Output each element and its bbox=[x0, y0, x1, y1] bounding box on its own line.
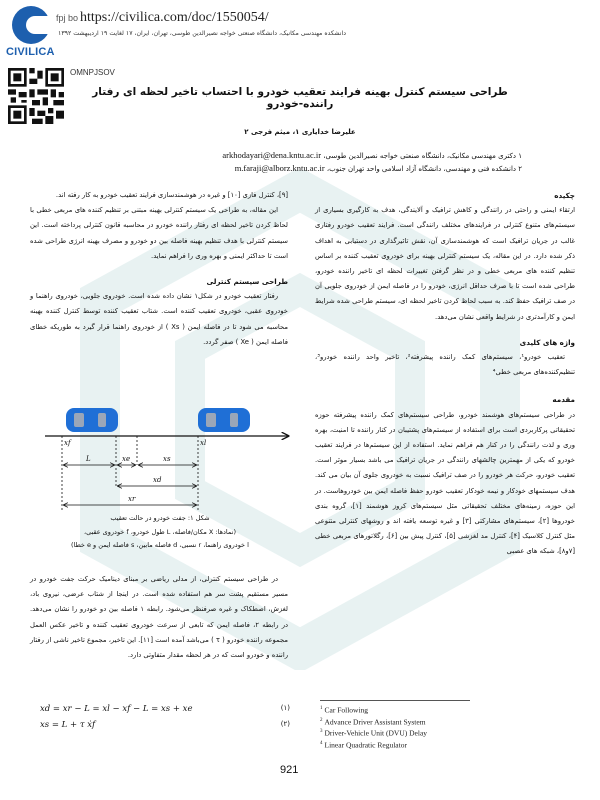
intro-heading: مقدمه bbox=[552, 395, 575, 405]
label-xe: xe bbox=[122, 455, 131, 463]
equation-1-number: (۱) bbox=[280, 704, 290, 712]
equation-2-number: (۲) bbox=[280, 720, 290, 728]
label-xr: xr bbox=[128, 495, 136, 503]
footnote-4: $^4$ Linear Quadratic Regulator bbox=[320, 740, 407, 749]
affiliation-1-text: ۱ دکتری مهندسی مکانیک، دانشگاه صنعتی خواجه نصیرالدین طوسی، bbox=[323, 152, 522, 160]
equation-1-expr: xd = xr − L = xl − xf − L = xs + xe bbox=[40, 704, 193, 714]
footnotes bbox=[320, 700, 500, 750]
url-prefix: fpj bo bbox=[56, 13, 79, 23]
paper-id: OMNPJSOV bbox=[70, 68, 115, 77]
footnote-1: $^1$ Car Following bbox=[320, 705, 369, 715]
label-xl: xl bbox=[200, 439, 207, 447]
authors: علیرضا خدایاری ۱، میثم فرجی ۲ bbox=[244, 128, 356, 136]
qr-code-icon[interactable] bbox=[8, 68, 64, 124]
left-para-1: [۹]، کنترل فازی [۱۰] و غیره در هوشمندسازی فرایند تعقیب خودرو به کار رفته اند. bbox=[55, 191, 288, 199]
design-para: رفتار تعقیب خودرو در شکل۱ نشان داده شده است. خودروی جلویی، خودروی راهنما و خودروی عقبی، خودروی تعقیب کننده است. شتاب تعقیب کننده توسط کنترل کننده بهینه محاسبه می شود تا در فاصله ایمن ( Xs ) از خودروی راهنما قرار گیرد به طوریکه خطای فاصله ایمن ( Xe ) صفر گردد. bbox=[30, 292, 288, 346]
figure-car-following bbox=[40, 405, 290, 510]
label-L: L bbox=[86, 455, 91, 463]
caption-line-3: l خودروی راهنما، r نسبی، d فاصله مابین، s فاصله ایمن و e خطا) bbox=[71, 541, 249, 549]
caption-line-2: (نمادها: X مکان/فاصله، L طول خودرو، f خودروی عقبی، bbox=[83, 527, 237, 536]
left-column-model bbox=[30, 572, 288, 663]
paper-title: طراحی سیستم کنترل بهینه فرایند تعقیب خودرو با احتساب تاخیر لحظه ای رفتار راننده-خودرو bbox=[92, 86, 508, 110]
abstract-heading: چکیده bbox=[554, 191, 575, 200]
url-link[interactable]: https://civilica.com/doc/1550054/ bbox=[80, 10, 269, 25]
logo-text: CIVILICA bbox=[6, 46, 55, 58]
civilica-logo[interactable] bbox=[6, 6, 58, 58]
footnote-2: $^2$ Advance Driver Assistant System bbox=[320, 717, 426, 726]
caption-line-1: شکل ۱: جفت خودرو در حالت تعقیب bbox=[110, 514, 210, 522]
affiliation-1 bbox=[222, 150, 522, 160]
left-para-2: این مقاله، به طراحی یک سیستم کنترلی بهینه مبتنی بر تنظیم کننده های مربعی خطی با لحاظ کردن تاخیر لحظه ای رفتار راننده خودرو در محاسبه قانون کنترلی پرداخته است. این سیستم کنترلی با هدف تنظیم بهینه فاصله بین دو خودرو و مصرف بهینه انرژی طراحی شده است تا حداکثر ایمنی و بهره وری را فراهم نماید. bbox=[30, 206, 288, 260]
label-xd: xd bbox=[153, 476, 162, 484]
keywords-heading: واژه های کلیدی bbox=[519, 337, 575, 347]
leader-car-icon bbox=[198, 408, 250, 432]
equation-1 bbox=[40, 704, 290, 714]
figure-caption bbox=[30, 512, 290, 553]
label-xs: xs bbox=[163, 455, 171, 463]
page-number: 921 bbox=[280, 764, 299, 776]
right-column bbox=[315, 188, 575, 560]
affiliation-2-email[interactable]: m.faraji@alborz.kntu.ac.ir bbox=[234, 163, 325, 173]
label-xf: xf bbox=[64, 439, 71, 447]
equation-2-expr: xs = L + τ ẋf bbox=[40, 720, 96, 730]
follower-car-icon bbox=[66, 408, 118, 432]
design-heading: طراحی سیستم کنترلی bbox=[206, 277, 288, 287]
civilica-c-icon bbox=[12, 6, 50, 44]
footnote-3: $^3$ Driver-Vehicle Unit (DVU) Delay bbox=[320, 728, 428, 738]
affiliation-1-email[interactable]: arkhodayari@dena.kntu.ac.ir bbox=[222, 150, 322, 160]
footnote-rule bbox=[320, 700, 470, 701]
left-column-top bbox=[30, 188, 288, 350]
document-url[interactable] bbox=[56, 10, 269, 26]
abstract-text: ارتقاء ایمنی و راحتی در رانندگی و کاهش ترافیک و آلایندگی، هدف به کارگیری بسیاری از سیستم‌های متنوع کنترلی در فرایندهای مختلف رانندگی است. فرایند تعقیب خودرو رفتاری غالب در جریان ترافیک است که هوشمندسازی آن، نقش تاثیرگذاری در دستیابی به اهداف ذکر شده دارد. در این مقاله، یک سیستم کنترلی بهینه برای خودروی تعقیب کننده بر اساس تنظیم کننده های مربعی خطی و در نظر گرفتن تغییرات لحظه ای تاخیر راننده خودرو، طراحی شده است تا با صرف حداقل انرژی، خودرو را در فاصله ایمن از خودروی جلویی آن در صف ترافیک حفظ کند. به سبب لحاظ کردن تاخیر لحظه ای، سیستم طراحی شده شرایط ایمن و کارآمدتری در شرایط واقعی نشان می‌دهد. bbox=[315, 206, 575, 321]
affiliation-2-text: ۲ دانشکده فنی و مهندسی، دانشگاه آزاد اسلامی واحد تهران جنوب، bbox=[326, 165, 522, 173]
intro-text: در طراحی سیستم‌های هوشمند خودرو، طراحی سیستم‌های کمک راننده پیشرفته حوزه تحقیقاتی پرکاربردی است برای استفاده از سیستم‌های پشتیبان در کنار راننده تا امنیت، بهره وری و لذت رانندگی را در کنار هم فراهم نماید. استفاده از این سیستم‌ها در فرایند تعقیب خودرو که یکی از مهمترین چالشهای رانندگی در جریان ترافیک می باشد بسیار موثر است. تعقیب خودرو، حرکت هر خودرو را در صف ترافیک نسبت به خودروی جلوی آن بیان می کند. هدف سیستمهای خودکار و نیمه خودکار تعقیب خودرو حفظ فاصله ایمن بین خودروهاست. در این حوزه، زمینه‌های مختلف تحقیقاتی مثل سیستم‌های کروز هوشمند [۱]، گروه بندی خودروها [۲]، سیستم‌های مشارکتی [۳] و غیره توسعه یافته اند و روشهای کنترلی متنوعی مثل کنترل کلاسیک [۴]، کنترل مد لغزشی [۵]، کنترل پیش بین [۶]، رگلاتورهای مربعی خطی [۷و۸]، شبکه های عصبی bbox=[315, 410, 576, 556]
conference-line: دانشکده مهندسی مکانیک، دانشگاه صنعتی خواجه نصیرالدین طوسی، تهران، ایران، ۱۷ لغایت ۱۹ اردیبهشت ۱۳۹۲ bbox=[58, 30, 346, 37]
model-para: در طراحی سیستم کنترلی، از مدلی ریاضی بر مبنای دینامیک حرکت جفت خودرو در مسیر مستقیم پشت سر هم استفاده شده است. در اینجا از شتاب عرضی، نیروی باد، لغزش، اصطکاک و غیره صرفنظر می‌شود. رابطه ۱ فاصله بین دو خودرو را نشان می‌دهد. در رابطه ۲، فاصله ایمن که تابعی از سرعت خودروی تعقیب کننده و تاخیر عکس العمل مجموعه راننده خودرو ( τ ) می‌باشد آمده است [۱۱]. این تاخیر، مجموع تاخیر ناشی از رفتار راننده و خودرو است که در هر لحظه مقدار متفاوتی دارد. bbox=[30, 575, 289, 660]
affiliation-2 bbox=[235, 163, 522, 173]
keywords-text: تعقیب خودرو¹، سیستم‌های کمک راننده پیشرفته²، تاخیر واحد راننده خودرو³، تنظیم‌کننده‌های مربعی خطی⁴ bbox=[315, 353, 575, 377]
equation-2 bbox=[40, 720, 290, 730]
